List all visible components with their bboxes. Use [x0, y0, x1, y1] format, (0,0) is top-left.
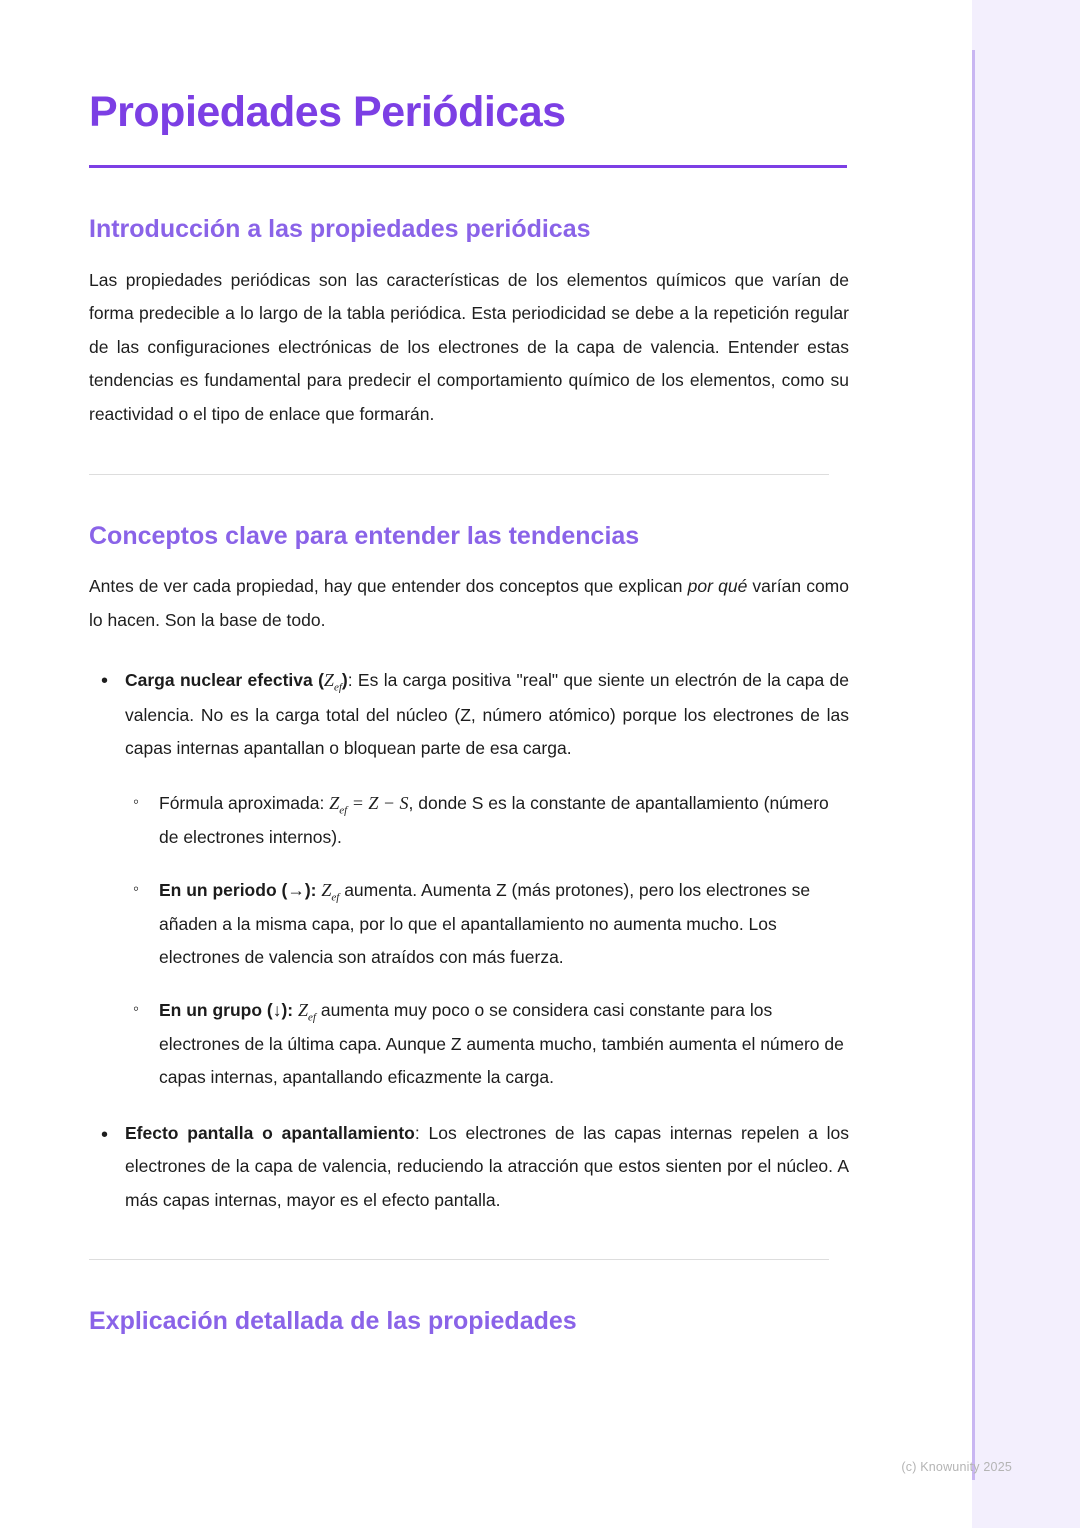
sub-3-label: En un grupo (↓):: [159, 999, 294, 1020]
title-divider: [89, 165, 847, 168]
bullet-2-text: : Los electrones de las capas internas repelen a los electrones de la capa de valencia, reduciendo la atracción que estos sienten por el núcleo. A más capas internas, mayor es el efecto pantalla.: [125, 1122, 849, 1210]
section-heading-intro: Introducción a las propiedades periódicas: [89, 215, 591, 244]
rail-accent-line: [972, 50, 975, 1480]
list-item: [89, 1117, 849, 1218]
sub-1-text-pre: Fórmula aproximada:: [159, 792, 330, 813]
sub-2-text: aumenta. Aumenta Z (más protones), pero los electrones se añaden a la misma capa, por lo que el apantallamiento no aumenta mucho. Los electrones de valencia son atraídos con más fuerza.: [159, 879, 811, 968]
sub-2-label: En un periodo (→):: [159, 879, 317, 900]
list-item: • Carga nuclear efectiva $(Z_{ef})$: Es la carga positiva "real" que siente un electrón de la capa de valencia. No es la carga total del núcleo (Z, número atómico) porque los electrones de las capas internas apantallan o bloquean parte de esa carga. ◦ Fórmula aproximada: $Z_{ef} = Z - S$, donde S es la constante de apantallamiento (número de electrones internos). ◦ En un periodo (→): $Z_{ef}$ aumenta. Aumenta Z (más protones), pero los electrones se añaden a la misma capa, por lo que el apantallamiento no aumenta mucho. Los electrones de valencia son atraídos con más fuerza. ◦ En un grupo (↓): $Z_{ef}$ aumenta muy poco o se considera casi constante para los electrones de la última capa. Aunque Z aumenta mucho, también aumenta el número de capas internas, apantallando eficazmente la carga.: [89, 663, 849, 1095]
sub-1-formula: $Z_{ef} = Z - S$: [329, 792, 409, 817]
section-heading-detailed: Explicación detallada de las propiedades: [89, 1307, 577, 1336]
sub-3-text: aumenta muy poco o se considera casi constante para los electrones de la última capa. Aunque Z aumenta mucho, también aumenta el número de capas internas, apantallando eficazmente la carga.: [159, 999, 844, 1088]
intro-paragraph: Las propiedades periódicas son las características de los elementos químicos que varían de forma predecible a lo largo de la tabla periódica. Esta periodicidad se debe a la repetición regular de las configuraciones electrónicas de los electrones de la capa de valencia. Entender estas tendencias es fundamental para predecir el comportamiento químico de los elementos, como su reactividad o el tipo de enlace que formarán.: [89, 269, 849, 425]
bullet-1-label: Carga nuclear efectiva: [125, 670, 313, 691]
bullet-1-math: $Z_{ef}$: [323, 670, 342, 694]
concepts-bullet-list: [89, 663, 849, 1217]
concepts-intro-paragraph: [89, 570, 849, 637]
section-heading-concepts: Conceptos clave para entender las tendencias: [89, 521, 640, 550]
concepts-sub-list: [125, 786, 849, 1095]
concepts-intro-pre: Antes de ver cada propiedad, hay que entender dos conceptos que explican: [89, 575, 688, 596]
document-content: [89, 0, 849, 1356]
sub-3-math: $Z_{ef}$: [298, 999, 316, 1024]
concepts-intro-emphasis: por qué: [687, 575, 748, 596]
bullet-1-text: : Es la carga positiva "real" que siente un electrón de la capa de valencia. No es la carga total del núcleo (Z, número atómico) porque los electrones de las capas internas apantallan o bloquean parte de esa carga.: [125, 670, 849, 759]
list-item: [125, 786, 849, 855]
sub-1-text-post: , donde S es la constante de apantallamiento (número de electrones internos).: [159, 792, 829, 848]
section-divider-1: [89, 474, 829, 475]
page-title: Propiedades Periódicas: [89, 88, 566, 136]
list-item: [125, 993, 849, 1095]
section-divider-2: [89, 1259, 829, 1260]
sub-2-math: $Z_{ef}$: [321, 879, 340, 904]
bullet-2-label: Efecto pantalla o apantallamiento: [125, 1122, 415, 1143]
copyright-footer: (c) Knowunity 2025: [901, 1460, 1012, 1474]
list-item: [125, 873, 849, 975]
page-side-rail: [972, 0, 1080, 1528]
concepts-intro-post: varían como lo hacen. Son la base de todo.: [89, 575, 849, 630]
